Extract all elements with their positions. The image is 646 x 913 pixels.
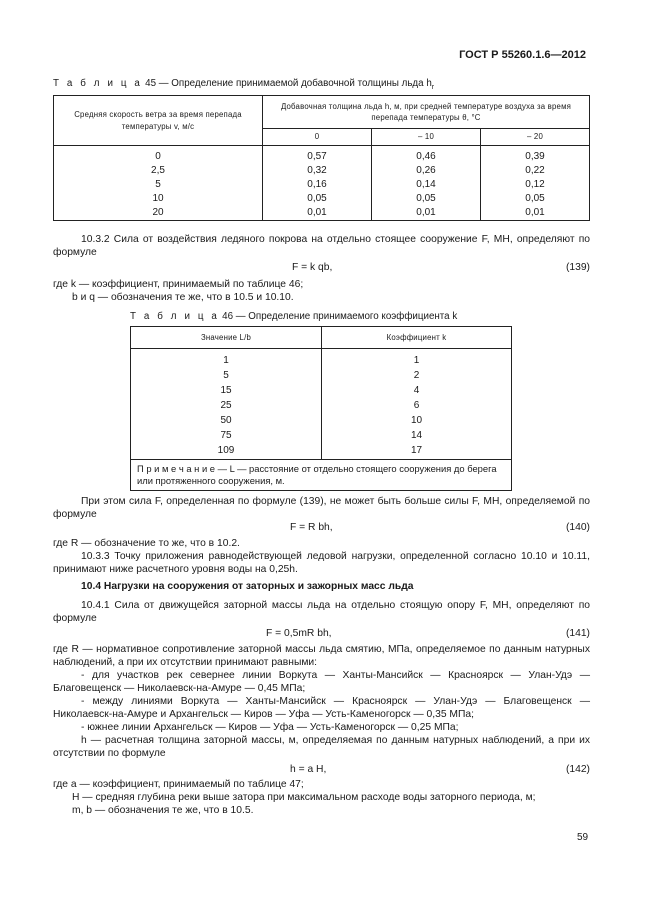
table46-prefix: Т а б л и ц а [130, 311, 220, 322]
table-row [54, 151, 590, 165]
section-10-4-where-r: где R — нормативное сопротивление заторной массы льда смятию, МПа, определяемое по данным натурных наблюдений, а при их отсутствии принимают равными: [53, 644, 590, 668]
section-10-4-where-a: где a — коэффициент, принимаемый по таблице 47; [53, 779, 304, 790]
table-cell: 2,5 [54, 165, 263, 179]
table-row [131, 444, 512, 460]
paragraph-140-where: где R — обозначение то же, что в 10.2. [53, 538, 240, 549]
table-cell: 75 [131, 429, 322, 444]
list-item: - между линиями Воркута — Ханты-Мансийск — Красноярск — Улан-Удэ — Благовещенск — Николаевск-на-Амуре и Архангельск — Киров — Уфа — Усть-Каменогорск — 0,35 МПа; [53, 696, 590, 720]
table-cell: 0,22 [481, 165, 590, 179]
table-row [131, 429, 512, 444]
page-number: 59 [577, 832, 589, 843]
formula-139-expression: F = k qb, [292, 262, 333, 273]
section-10-3-2-where-k: где k — коэффициент, принимаемый по таблице 46; [53, 279, 304, 290]
table45-group-header: Добавочная толщина льда h, м, при средней температуре воздуха за время перепада температуры θ, °С [263, 96, 590, 129]
table46-caption [130, 311, 457, 323]
table-row [54, 207, 590, 221]
formula-139-number: (139) [565, 262, 590, 273]
table-cell: 109 [131, 444, 322, 460]
list-item: - южнее линии Архангельск — Киров — Уфа — Усть-Каменогорск — 0,25 МПа; [81, 722, 459, 733]
table-cell: 0,26 [372, 165, 481, 179]
table-row [131, 399, 512, 414]
table46 [130, 326, 512, 491]
table45-temp-header: – 20 [481, 129, 590, 146]
table-cell: 0,05 [481, 193, 590, 207]
table45-caption-text: 45 — Определение принимаемой добавочной толщины льда h [145, 78, 432, 89]
table-cell: 0,57 [263, 151, 372, 165]
section-10-4-where-H: H — средняя глубина реки выше затора при максимальном расходе воды заторного периода, м; [72, 792, 536, 803]
section-10-3-2-text: 10.3.2 Сила от воздействия ледяного покрова на отдельно стоящее сооружение F, МН, определяют по формуле [53, 234, 590, 258]
table-row [131, 384, 512, 399]
table-cell: 5 [131, 369, 322, 384]
table-cell: 1 [322, 354, 512, 369]
table-cell: 0,14 [372, 179, 481, 193]
table46-note: П р и м е ч а н и е — L — расстояние от отдельно стоящего сооружения до берега или протяженного сооружения, м. [131, 460, 512, 491]
table-row [54, 193, 590, 207]
table-row [54, 165, 590, 179]
table-cell: 2 [322, 369, 512, 384]
table45-temp-header: 0 [263, 129, 372, 146]
table-row [131, 369, 512, 384]
table-cell: 0,12 [481, 179, 590, 193]
formula-139 [0, 262, 646, 276]
formula-140 [0, 522, 646, 536]
section-10-3-3-text: 10.3.3 Точку приложения равнодействующей ледовой нагрузки, определенной согласно 10.10 и 10.11, принимают ниже расчетного уровня воды на 0,25h. [53, 551, 590, 575]
table-cell: 0,01 [372, 207, 481, 221]
table-cell: 6 [322, 399, 512, 414]
table-row [54, 179, 590, 193]
table-cell: 50 [131, 414, 322, 429]
table-cell: 25 [131, 399, 322, 414]
table-cell: 0,39 [481, 151, 590, 165]
formula-140-number: (140) [565, 522, 590, 533]
formula-142-number: (142) [565, 764, 590, 775]
table45-col1-header: Средняя скорость ветра за время перепада температуры v, м/с [54, 96, 263, 146]
section-10-3-2-where-bq: b и q — обозначения те же, что в 10.5 и 10.10. [72, 292, 294, 303]
table-cell: 0,46 [372, 151, 481, 165]
table-cell: 1 [131, 354, 322, 369]
table-cell: 0,01 [263, 207, 372, 221]
formula-141 [0, 628, 646, 642]
table-cell: 15 [131, 384, 322, 399]
table-cell: 5 [54, 179, 263, 193]
formula-142 [0, 764, 646, 778]
table-cell: 0,32 [263, 165, 372, 179]
table-cell: 17 [322, 444, 512, 460]
section-10-4-1-text: 10.4.1 Сила от движущейся заторной массы льда на отдельно стоящую опору F, МН, определяют по формуле [53, 600, 590, 624]
table46-col1-header: Значение L/b [131, 327, 322, 349]
document-standard-number: ГОСТ Р 55260.1.6—2012 [459, 49, 586, 61]
formula-140-expression: F = R bh, [290, 522, 333, 533]
table-cell: 4 [322, 384, 512, 399]
table45-prefix: Т а б л и ц а [53, 78, 143, 89]
table-cell: 0,05 [372, 193, 481, 207]
table-cell: 0,05 [263, 193, 372, 207]
paragraph-140-text: При этом сила F, определенная по формуле (139), не может быть больше силы F, МН, определяемой по формуле [53, 496, 590, 520]
table-cell: 0,01 [481, 207, 590, 221]
table-cell: 0,16 [263, 179, 372, 193]
table-cell: 14 [322, 429, 512, 444]
table45-caption-subscript: r [431, 83, 435, 91]
table46-caption-text: 46 — Определение принимаемого коэффициента k [222, 311, 458, 322]
formula-141-number: (141) [565, 628, 590, 639]
table-row [131, 414, 512, 429]
table-row [131, 354, 512, 369]
table45-temp-header: – 10 [372, 129, 481, 146]
formula-141-expression: F = 0,5mR bh, [266, 628, 332, 639]
table-cell: 10 [322, 414, 512, 429]
table-cell: 10 [54, 193, 263, 207]
formula-142-expression: h = a H, [290, 764, 327, 775]
list-item: - для участков рек севернее линии Воркута — Ханты-Мансийск — Красноярск — Улан-Удэ — Благовещенск — Николаевск-на-Амуре — 0,45 МПа; [53, 670, 590, 694]
table-cell: 0 [54, 151, 263, 165]
section-10-4-where-mb: m, b — обозначения те же, что в 10.5. [72, 805, 254, 816]
section-10-4-title: 10.4 Нагрузки на сооружения от заторных и зажорных масс льда [81, 581, 414, 592]
table45-caption [53, 78, 434, 93]
table-cell: 20 [54, 207, 263, 221]
table46-col2-header: Коэффициент k [322, 327, 512, 349]
table45 [53, 95, 590, 221]
section-10-4-where-h: h — расчетная толщина заторной массы, м, определяемая по данным натурных наблюдений, а при их отсутствии по формуле [53, 735, 590, 759]
